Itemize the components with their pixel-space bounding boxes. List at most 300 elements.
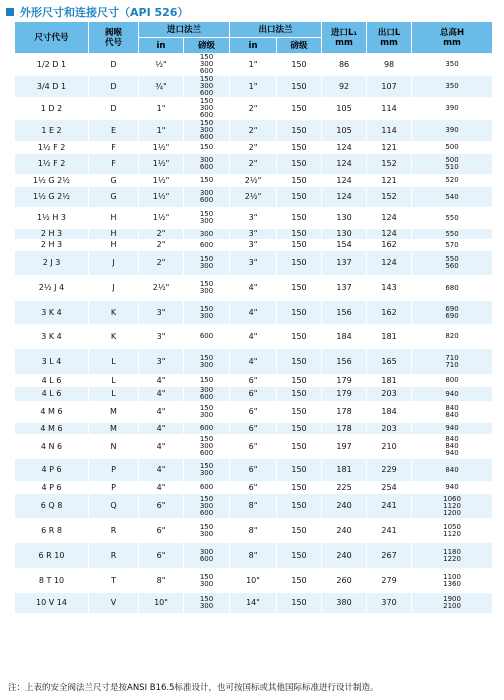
outlet-class-cell: 150	[277, 76, 322, 98]
outlet-class-cell: 150	[277, 593, 322, 614]
orifice-cell: P	[89, 459, 139, 482]
outlet-class-cell: 150	[277, 229, 322, 240]
inlet-class-cell	[184, 543, 230, 569]
inlet-size-cell: 4"	[139, 435, 184, 459]
table-row	[15, 325, 493, 349]
header-outlet-flange: 出口法兰	[230, 22, 322, 38]
inlet-l1-cell: 178	[322, 423, 367, 435]
inlet-class-cell	[184, 519, 230, 543]
table-body	[15, 54, 493, 614]
height-value: 2100	[443, 602, 461, 610]
height-value: 800	[445, 376, 459, 384]
class-value: 300	[199, 386, 214, 394]
height-value: 1120	[443, 501, 461, 510]
table-row	[15, 349, 493, 375]
inlet-class-cell	[184, 276, 230, 301]
outlet-l-cell: 267	[367, 543, 412, 569]
size-code-cell: 1½ G 2½	[15, 187, 89, 208]
outlet-class-cell: 150	[277, 54, 322, 76]
size-code-cell: 1/2 D 1	[15, 54, 89, 76]
height-cell	[412, 154, 493, 175]
header-height-unit: mm	[443, 37, 461, 48]
size-code-cell: 4 L 6	[15, 375, 89, 387]
height-value: 940	[445, 389, 459, 398]
size-code-cell: 4 M 6	[15, 402, 89, 423]
inlet-size-cell: 2"	[139, 251, 184, 276]
size-code-cell: 1 E 2	[15, 120, 89, 142]
outlet-size-cell: 2½"	[230, 175, 277, 187]
outlet-class-cell: 150	[277, 375, 322, 387]
inlet-class-cell	[184, 435, 230, 459]
inlet-l1-cell: 240	[322, 519, 367, 543]
outlet-size-cell: 4"	[230, 301, 277, 325]
table-row	[15, 154, 493, 175]
height-value: 690	[445, 311, 459, 320]
height-cell	[412, 435, 493, 459]
class-value: 600	[199, 196, 214, 204]
height-value: 510	[445, 163, 459, 171]
class-value: 150	[199, 572, 214, 581]
class-value: 300	[199, 287, 214, 295]
inlet-class-cell	[184, 387, 230, 402]
height-value: 560	[445, 262, 459, 270]
inlet-l1-cell: 86	[322, 54, 367, 76]
height-value: 840	[445, 442, 459, 450]
class-value: 150	[199, 97, 214, 105]
height-value: 550	[445, 229, 459, 238]
table-row	[15, 276, 493, 301]
inlet-size-cell: 4"	[139, 402, 184, 423]
class-value: 300	[199, 602, 214, 610]
orifice-cell: T	[89, 569, 139, 593]
outlet-l-cell: 114	[367, 98, 412, 120]
size-code-cell: 2 H 3	[15, 229, 89, 240]
inlet-size-cell: ¾"	[139, 76, 184, 98]
outlet-size-cell: 2"	[230, 154, 277, 175]
header-orifice-line1: 阀喉	[104, 27, 122, 38]
size-code-cell: 1½ F 2	[15, 154, 89, 175]
height-cell	[412, 120, 493, 142]
inlet-l1-cell: 225	[322, 482, 367, 494]
outlet-class-cell: 150	[277, 251, 322, 276]
orifice-cell: N	[89, 435, 139, 459]
header-height-label: 总高H	[439, 27, 465, 38]
footnote: 注：上表的安全阀法兰尺寸是按ANSI B16.5标准设计，也可按国标或其他国际标准进行设计制造。	[8, 683, 379, 693]
inlet-size-cell: 3"	[139, 301, 184, 325]
outlet-l-cell: 121	[367, 175, 412, 187]
outlet-size-cell: 6"	[230, 423, 277, 435]
class-value: 600	[199, 449, 214, 457]
class-value: 600	[199, 424, 214, 432]
inlet-size-cell: 2½"	[139, 276, 184, 301]
size-code-cell: 4 N 6	[15, 435, 89, 459]
orifice-cell: H	[89, 208, 139, 229]
height-cell	[412, 276, 493, 301]
outlet-size-cell: 4"	[230, 349, 277, 375]
inlet-class-cell	[184, 569, 230, 593]
table-row	[15, 76, 493, 98]
size-code-cell: 10 V 14	[15, 593, 89, 614]
outlet-size-cell: 6"	[230, 435, 277, 459]
inlet-size-cell: 6"	[139, 543, 184, 569]
outlet-size-cell: 6"	[230, 459, 277, 482]
inlet-l1-cell: 105	[322, 120, 367, 142]
outlet-l-cell: 241	[367, 519, 412, 543]
size-code-cell: 8 T 10	[15, 569, 89, 593]
outlet-class-cell: 150	[277, 387, 322, 402]
square-bullet-icon	[6, 8, 14, 16]
outlet-size-cell: 3"	[230, 251, 277, 276]
outlet-size-cell: 6"	[230, 387, 277, 402]
height-value: 1100	[443, 572, 461, 581]
inlet-class-cell	[184, 459, 230, 482]
section-title	[6, 3, 188, 21]
inlet-class-cell	[184, 301, 230, 325]
inlet-class-cell	[184, 187, 230, 208]
inlet-l1-cell: 137	[322, 276, 367, 301]
class-value: 300	[199, 126, 214, 134]
height-cell	[412, 208, 493, 229]
orifice-cell: D	[89, 76, 139, 98]
class-value: 600	[199, 240, 214, 249]
size-code-cell: 2 J 3	[15, 251, 89, 276]
outlet-size-cell: 3"	[230, 208, 277, 229]
outlet-l-cell: 98	[367, 54, 412, 76]
size-code-cell: 4 M 6	[15, 423, 89, 435]
class-value: 300	[199, 104, 214, 112]
table-row	[15, 593, 493, 614]
outlet-class-cell: 150	[277, 402, 322, 423]
height-cell	[412, 142, 493, 154]
inlet-class-cell	[184, 325, 230, 349]
class-value: 300	[199, 529, 214, 538]
class-value: 150	[199, 119, 214, 127]
orifice-cell: K	[89, 301, 139, 325]
outlet-l-cell: 203	[367, 387, 412, 402]
size-code-cell: 6 R 8	[15, 519, 89, 543]
orifice-cell: L	[89, 375, 139, 387]
table-row	[15, 494, 493, 519]
inlet-l1-cell: 178	[322, 402, 367, 423]
outlet-l-cell: 254	[367, 482, 412, 494]
inlet-size-cell: 6"	[139, 494, 184, 519]
table-row	[15, 98, 493, 120]
height-value: 940	[445, 483, 459, 491]
class-value: 300	[199, 229, 214, 238]
table-row	[15, 187, 493, 208]
orifice-cell: F	[89, 142, 139, 154]
inlet-size-cell: 4"	[139, 482, 184, 494]
outlet-l-cell: 124	[367, 229, 412, 240]
table-header	[15, 22, 493, 54]
table-row	[15, 54, 493, 76]
height-value: 520	[445, 176, 459, 184]
table-row	[15, 229, 493, 240]
class-value: 300	[199, 156, 214, 164]
outlet-class-cell: 150	[277, 142, 322, 154]
inlet-class-cell	[184, 54, 230, 76]
outlet-class-cell: 150	[277, 482, 322, 494]
height-value: 840	[445, 411, 459, 419]
class-value: 600	[199, 111, 214, 119]
class-value: 150	[199, 494, 214, 503]
table-row	[15, 482, 493, 494]
orifice-cell: G	[89, 175, 139, 187]
inlet-l1-cell: 124	[322, 187, 367, 208]
class-value: 150	[199, 75, 214, 83]
height-value: 840	[445, 404, 459, 412]
outlet-l-cell: 181	[367, 325, 412, 349]
outlet-l-cell: 181	[367, 375, 412, 387]
inlet-size-cell: 4"	[139, 423, 184, 435]
table-row	[15, 423, 493, 435]
outlet-size-cell: 2"	[230, 120, 277, 142]
height-value: 550	[445, 255, 459, 263]
orifice-cell: Q	[89, 494, 139, 519]
inlet-size-cell: 1"	[139, 98, 184, 120]
orifice-cell: P	[89, 482, 139, 494]
header-outlet-l-label: 出口L	[377, 27, 401, 38]
class-value: 300	[199, 82, 214, 90]
table-row	[15, 240, 493, 251]
size-code-cell: 4 P 6	[15, 459, 89, 482]
height-value: 1200	[443, 508, 461, 517]
inlet-size-cell: 1½"	[139, 187, 184, 208]
height-cell	[412, 569, 493, 593]
inlet-l1-cell: 105	[322, 98, 367, 120]
outlet-class-cell: 150	[277, 325, 322, 349]
class-value: 600	[199, 89, 214, 97]
header-outlet-in: in	[230, 38, 277, 54]
height-value: 350	[445, 60, 459, 68]
height-cell	[412, 494, 493, 519]
outlet-size-cell: 14"	[230, 593, 277, 614]
size-code-cell: 1 D 2	[15, 98, 89, 120]
height-cell	[412, 519, 493, 543]
inlet-class-cell	[184, 154, 230, 175]
height-value: 710	[445, 353, 459, 362]
height-cell	[412, 175, 493, 187]
table-row	[15, 543, 493, 569]
height-value: 820	[445, 332, 459, 340]
class-value: 600	[199, 133, 214, 141]
height-value: 690	[445, 304, 459, 313]
height-value: 570	[445, 240, 459, 249]
outlet-size-cell: 8"	[230, 519, 277, 543]
outlet-size-cell: 10"	[230, 569, 277, 593]
size-code-cell: 3 K 4	[15, 301, 89, 325]
height-value: 1360	[443, 579, 461, 588]
class-value: 300	[199, 547, 214, 556]
table-row	[15, 387, 493, 402]
outlet-l-cell: 279	[367, 569, 412, 593]
inlet-size-cell: 8"	[139, 569, 184, 593]
size-code-cell: 1½ F 2	[15, 142, 89, 154]
class-value: 300	[199, 579, 214, 588]
inlet-size-cell: 2"	[139, 229, 184, 240]
class-value: 300	[199, 442, 214, 450]
inlet-size-cell: 1"	[139, 120, 184, 142]
outlet-size-cell: 2"	[230, 98, 277, 120]
class-value: 150	[199, 376, 214, 384]
inlet-class-cell	[184, 120, 230, 142]
outlet-class-cell: 150	[277, 301, 322, 325]
size-code-cell: 6 Q 8	[15, 494, 89, 519]
table-row	[15, 459, 493, 482]
class-value: 150	[199, 522, 214, 531]
inlet-size-cell: 1½"	[139, 142, 184, 154]
inlet-class-cell	[184, 175, 230, 187]
height-cell	[412, 325, 493, 349]
height-cell	[412, 402, 493, 423]
outlet-l-cell: 162	[367, 240, 412, 251]
inlet-class-cell	[184, 142, 230, 154]
size-code-cell: 3/4 D 1	[15, 76, 89, 98]
height-cell	[412, 543, 493, 569]
height-value: 940	[445, 449, 459, 457]
inlet-l1-cell: 184	[322, 325, 367, 349]
outlet-size-cell: 4"	[230, 276, 277, 301]
outlet-size-cell: 8"	[230, 494, 277, 519]
inlet-l1-cell: 240	[322, 494, 367, 519]
outlet-l-cell: 124	[367, 251, 412, 276]
outlet-class-cell: 150	[277, 543, 322, 569]
outlet-l-cell: 124	[367, 208, 412, 229]
inlet-l1-cell: 156	[322, 301, 367, 325]
orifice-cell: K	[89, 325, 139, 349]
inlet-l1-cell: 197	[322, 435, 367, 459]
outlet-class-cell: 150	[277, 120, 322, 142]
height-value: 500	[445, 156, 459, 164]
header-inlet-flange: 进口法兰	[139, 22, 230, 38]
height-cell	[412, 423, 493, 435]
inlet-l1-cell: 124	[322, 142, 367, 154]
outlet-l-cell: 121	[367, 142, 412, 154]
height-cell	[412, 349, 493, 375]
height-value: 840	[445, 465, 459, 474]
height-cell	[412, 482, 493, 494]
height-cell	[412, 251, 493, 276]
height-value: 390	[445, 104, 459, 112]
inlet-class-cell	[184, 375, 230, 387]
height-value: 390	[445, 126, 459, 134]
header-outlet-class: 磅级	[277, 38, 322, 54]
height-cell	[412, 98, 493, 120]
inlet-size-cell: 4"	[139, 375, 184, 387]
inlet-size-cell: 3"	[139, 325, 184, 349]
inlet-l1-cell: 92	[322, 76, 367, 98]
height-value: 710	[445, 360, 459, 369]
inlet-size-cell: ½"	[139, 54, 184, 76]
table-row	[15, 251, 493, 276]
inlet-l1-cell: 179	[322, 375, 367, 387]
orifice-cell: G	[89, 187, 139, 208]
class-value: 150	[199, 255, 214, 263]
header-inlet-l1	[322, 22, 367, 54]
inlet-l1-cell: 260	[322, 569, 367, 593]
class-value: 300	[199, 360, 214, 369]
inlet-class-cell	[184, 229, 230, 240]
table-row	[15, 435, 493, 459]
orifice-cell: E	[89, 120, 139, 142]
table-row	[15, 208, 493, 229]
height-cell	[412, 240, 493, 251]
table-row	[15, 175, 493, 187]
height-value: 1180	[443, 547, 461, 556]
inlet-class-cell	[184, 482, 230, 494]
inlet-l1-cell: 181	[322, 459, 367, 482]
outlet-class-cell: 150	[277, 208, 322, 229]
class-value: 600	[199, 67, 214, 75]
inlet-size-cell: 1½"	[139, 154, 184, 175]
outlet-l-cell: 107	[367, 76, 412, 98]
class-value: 150	[199, 280, 214, 288]
inlet-size-cell: 4"	[139, 459, 184, 482]
class-value: 150	[199, 143, 214, 151]
orifice-cell: H	[89, 229, 139, 240]
table-row	[15, 120, 493, 142]
orifice-cell: L	[89, 349, 139, 375]
class-value: 150	[199, 595, 214, 603]
class-value: 600	[199, 332, 214, 340]
class-value: 300	[199, 217, 214, 225]
inlet-l1-cell: 124	[322, 175, 367, 187]
inlet-class-cell	[184, 251, 230, 276]
outlet-size-cell: 2"	[230, 142, 277, 154]
class-value: 600	[199, 483, 214, 491]
inlet-l1-cell: 130	[322, 208, 367, 229]
outlet-size-cell: 8"	[230, 543, 277, 569]
outlet-size-cell: 6"	[230, 482, 277, 494]
header-height	[412, 22, 493, 54]
size-code-cell: 1½ H 3	[15, 208, 89, 229]
header-inlet-l1-label: 进口L₁	[330, 27, 358, 38]
header-inlet-class: 磅级	[184, 38, 230, 54]
orifice-cell: R	[89, 543, 139, 569]
height-cell	[412, 301, 493, 325]
inlet-class-cell	[184, 593, 230, 614]
outlet-class-cell: 150	[277, 435, 322, 459]
height-value: 500	[445, 143, 459, 151]
class-value: 150	[199, 53, 214, 61]
title-text: 外形尺寸和连接尺寸（API 526）	[20, 6, 189, 19]
inlet-class-cell	[184, 402, 230, 423]
outlet-l-cell: 370	[367, 593, 412, 614]
size-code-cell: 3 K 4	[15, 325, 89, 349]
outlet-l-cell: 184	[367, 402, 412, 423]
orifice-cell: F	[89, 154, 139, 175]
inlet-size-cell: 1½"	[139, 208, 184, 229]
class-value: 600	[199, 393, 214, 401]
outlet-size-cell: 6"	[230, 402, 277, 423]
outlet-class-cell: 150	[277, 98, 322, 120]
dimensions-table	[14, 21, 493, 614]
header-orifice	[89, 22, 139, 54]
height-cell	[412, 76, 493, 98]
class-value: 150	[199, 353, 214, 362]
height-value: 1050	[443, 522, 461, 531]
class-value: 150	[199, 404, 214, 412]
inlet-size-cell: 1½"	[139, 175, 184, 187]
orifice-cell: L	[89, 387, 139, 402]
outlet-size-cell: 3"	[230, 240, 277, 251]
outlet-class-cell: 150	[277, 187, 322, 208]
outlet-class-cell: 150	[277, 276, 322, 301]
inlet-size-cell: 2"	[139, 240, 184, 251]
header-outlet-l-unit: mm	[380, 37, 398, 48]
outlet-l-cell: 229	[367, 459, 412, 482]
size-code-cell: 4 L 6	[15, 387, 89, 402]
